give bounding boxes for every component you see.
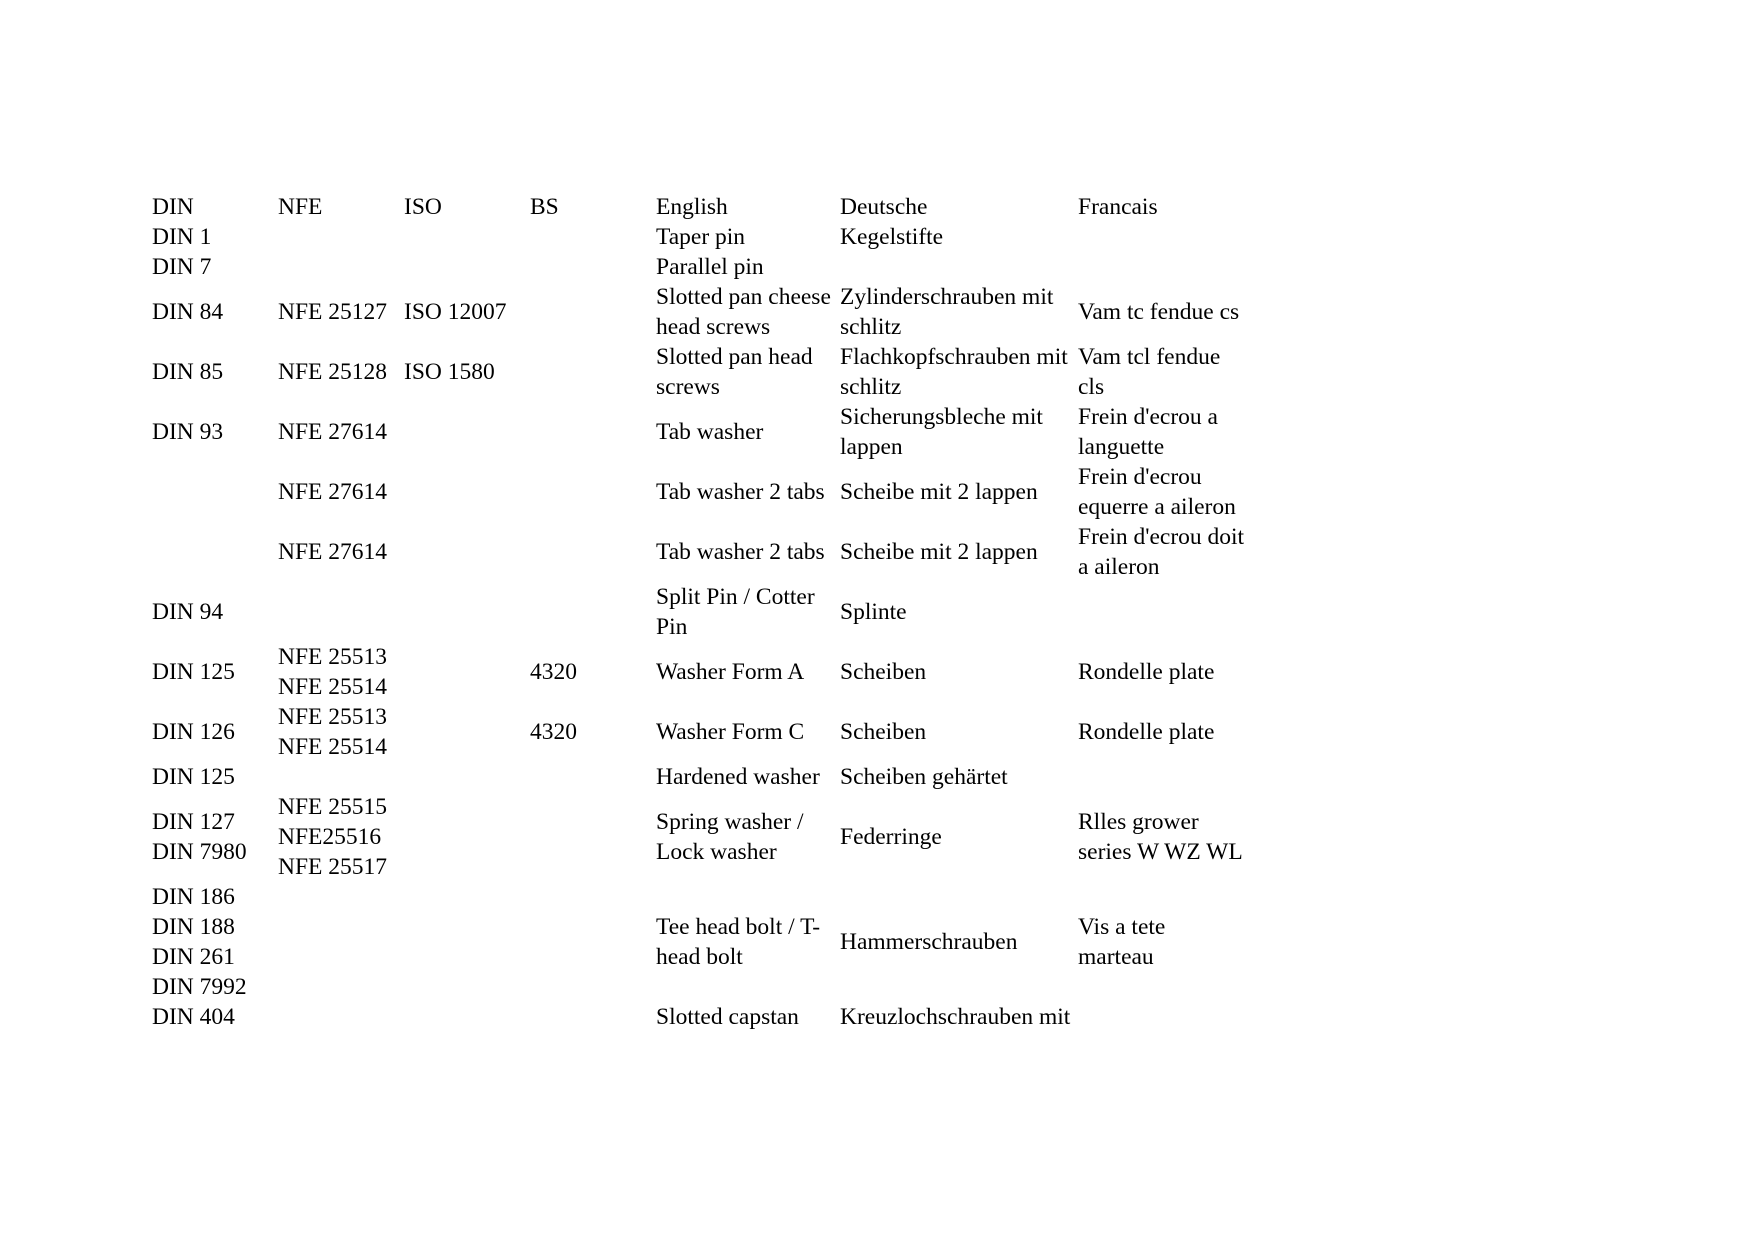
cell-text: Frein d'ecrou doit (1078, 524, 1245, 550)
cell-bs (530, 702, 656, 762)
cell-din (152, 792, 278, 882)
cell-text: Vam tcl fendue (1078, 344, 1221, 370)
table-row (152, 402, 1258, 462)
cell-text: Spring washer / (656, 809, 804, 835)
cell-iso (404, 1002, 530, 1032)
cell-english (656, 792, 840, 882)
cell-text: NFE 25127 (278, 299, 388, 325)
cell-text: ISO 1580 (404, 359, 495, 385)
cell-text: Hammerschrauben (840, 929, 1018, 955)
table-row (152, 222, 1258, 252)
cell-nfe (278, 1002, 404, 1032)
table-row (152, 522, 1258, 582)
cell-text: Scheibe mit 2 lappen (840, 479, 1038, 505)
cell-text: Sicherungsbleche mit (840, 404, 1043, 430)
cell-text: DIN 7980 (152, 839, 247, 865)
cell-english (656, 762, 840, 792)
cell-deutsche (840, 282, 1078, 342)
cell-nfe (278, 582, 404, 642)
cell-text: NFE 25128 (278, 359, 388, 385)
cell-text: DIN 125 (152, 659, 235, 685)
cell-english (656, 342, 840, 402)
cell-text: Splinte (840, 599, 907, 625)
cell-text: NFE 25514 (278, 734, 388, 760)
cell-bs (530, 762, 656, 792)
cell-english (656, 462, 840, 522)
table-row (152, 792, 1258, 882)
cell-francais (1078, 762, 1258, 792)
cell-text: equerre a aileron (1078, 494, 1236, 520)
cell-text: Zylinderschrauben mit (840, 284, 1054, 310)
table-row (152, 642, 1258, 702)
cell-francais (1078, 402, 1258, 462)
cell-text: ISO 12007 (404, 299, 507, 325)
cell-text: Tab washer (656, 419, 764, 445)
cell-text: Split Pin / Cotter (656, 584, 815, 610)
cell-din (152, 462, 278, 522)
cell-nfe (278, 282, 404, 342)
cell-english (656, 222, 840, 252)
cell-din (152, 882, 278, 1002)
header-row (152, 192, 1258, 222)
cell-text: DIN 93 (152, 419, 224, 445)
cell-text: DIN 127 (152, 809, 235, 835)
header-din: DIN (152, 194, 194, 220)
cell-text: schlitz (840, 314, 902, 340)
cell-francais (1078, 882, 1258, 1002)
cell-text: DIN 7 (152, 254, 212, 280)
table-row (152, 252, 1258, 282)
cell-iso (404, 702, 530, 762)
cell-text: Frein d'ecrou (1078, 464, 1202, 490)
cell-text: NFE 27614 (278, 419, 388, 445)
cell-bs (530, 522, 656, 582)
cell-text: Washer Form C (656, 719, 805, 745)
cell-english (656, 582, 840, 642)
cell-text: DIN 94 (152, 599, 224, 625)
cell-deutsche (840, 882, 1078, 1002)
header-deutsche: Deutsche (840, 194, 928, 220)
cell-bs (530, 1002, 656, 1032)
cell-text: Flachkopfschrauben mit (840, 344, 1068, 370)
cell-text: Scheiben gehärtet (840, 764, 1008, 790)
cell-text: Kreuzlochschrauben mit (840, 1004, 1071, 1030)
header-english: English (656, 194, 728, 220)
cell-francais (1078, 702, 1258, 762)
cell-bs (530, 882, 656, 1002)
cell-text: Scheiben (840, 719, 927, 745)
cell-text: NFE 27614 (278, 539, 388, 565)
cell-text: NFE 25513 (278, 704, 388, 730)
cell-text: Hardened washer (656, 764, 820, 790)
cell-text: Kegelstifte (840, 224, 944, 250)
table-row (152, 882, 1258, 1002)
cell-bs (530, 222, 656, 252)
cell-din (152, 702, 278, 762)
cell-nfe (278, 402, 404, 462)
cell-bs (530, 582, 656, 642)
cell-francais (1078, 582, 1258, 642)
cell-bs (530, 252, 656, 282)
cell-deutsche (840, 702, 1078, 762)
cell-iso (404, 462, 530, 522)
cell-text: Frein d'ecrou a (1078, 404, 1218, 430)
cell-text: head bolt (656, 944, 743, 970)
cell-text: cls (1078, 374, 1105, 400)
cell-text: DIN 7992 (152, 974, 247, 1000)
cell-iso (404, 522, 530, 582)
cell-francais (1078, 252, 1258, 282)
table-body (152, 222, 1258, 1032)
cell-english (656, 1002, 840, 1032)
table-row (152, 1002, 1258, 1032)
cell-francais (1078, 1002, 1258, 1032)
cell-din (152, 222, 278, 252)
cell-english (656, 402, 840, 462)
cell-din (152, 252, 278, 282)
header-francais: Francais (1078, 194, 1158, 220)
cell-deutsche (840, 402, 1078, 462)
cell-bs (530, 282, 656, 342)
cell-text: Slotted pan cheese (656, 284, 831, 310)
cell-deutsche (840, 792, 1078, 882)
table-row (152, 462, 1258, 522)
cell-deutsche (840, 1002, 1078, 1032)
cell-francais (1078, 462, 1258, 522)
cell-text: 4320 (530, 659, 577, 685)
cell-text: NFE 27614 (278, 479, 388, 505)
cell-text: Slotted capstan (656, 1004, 799, 1030)
cell-francais (1078, 282, 1258, 342)
cell-francais (1078, 792, 1258, 882)
cell-din (152, 282, 278, 342)
cell-iso (404, 762, 530, 792)
cell-text: Rondelle plate (1078, 719, 1215, 745)
cell-deutsche (840, 762, 1078, 792)
cell-deutsche (840, 462, 1078, 522)
cell-text: NFE 25514 (278, 674, 388, 700)
cell-text: Scheibe mit 2 lappen (840, 539, 1038, 565)
cell-text: NFE25516 (278, 824, 382, 850)
cell-nfe (278, 462, 404, 522)
cell-deutsche (840, 522, 1078, 582)
table-row (152, 282, 1258, 342)
cell-text: DIN 1 (152, 224, 212, 250)
cell-francais (1078, 222, 1258, 252)
cell-text: DIN 126 (152, 719, 235, 745)
cell-din (152, 522, 278, 582)
cell-iso (404, 792, 530, 882)
cell-text: Vis a tete (1078, 914, 1166, 940)
cell-text: Federringe (840, 824, 942, 850)
cell-text: Tab washer 2 tabs (656, 479, 825, 505)
header-bs: BS (530, 194, 559, 220)
cell-text: Tee head bolt / T- (656, 914, 821, 940)
cell-english (656, 642, 840, 702)
cell-text: Rlles grower (1078, 809, 1199, 835)
cell-bs (530, 462, 656, 522)
cell-deutsche (840, 342, 1078, 402)
cell-text: Vam tc fendue cs (1078, 299, 1240, 325)
cell-iso (404, 222, 530, 252)
header-iso: ISO (404, 194, 442, 220)
cell-din (152, 642, 278, 702)
cell-deutsche (840, 252, 1078, 282)
cell-din (152, 582, 278, 642)
cell-din (152, 342, 278, 402)
cell-nfe (278, 522, 404, 582)
cell-text: Taper pin (656, 224, 746, 250)
header-nfe: NFE (278, 194, 323, 220)
cell-nfe (278, 342, 404, 402)
cell-text: schlitz (840, 374, 902, 400)
cell-text: Lock washer (656, 839, 777, 865)
cell-text: DIN 85 (152, 359, 224, 385)
cell-din (152, 762, 278, 792)
cell-francais (1078, 642, 1258, 702)
table-row (152, 342, 1258, 402)
cell-nfe (278, 762, 404, 792)
cell-english (656, 882, 840, 1002)
cell-text: Scheiben (840, 659, 927, 685)
cell-text: Rondelle plate (1078, 659, 1215, 685)
cell-nfe (278, 882, 404, 1002)
cell-nfe (278, 792, 404, 882)
cell-francais (1078, 342, 1258, 402)
cell-english (656, 522, 840, 582)
cell-text: Slotted pan head (656, 344, 813, 370)
cell-text: NFE 25513 (278, 644, 388, 670)
cell-iso (404, 252, 530, 282)
cell-nfe (278, 222, 404, 252)
table-row (152, 702, 1258, 762)
cell-text: screws (656, 374, 720, 400)
cell-text: Tab washer 2 tabs (656, 539, 825, 565)
cell-din (152, 402, 278, 462)
cell-iso (404, 882, 530, 1002)
cell-text: DIN 186 (152, 884, 235, 910)
cell-bs (530, 792, 656, 882)
cell-text: Pin (656, 614, 688, 640)
cell-francais (1078, 522, 1258, 582)
table-row (152, 582, 1258, 642)
cell-english (656, 702, 840, 762)
cell-text: series W WZ WL (1078, 839, 1243, 865)
cell-iso (404, 402, 530, 462)
cell-text: DIN 125 (152, 764, 235, 790)
cell-text: languette (1078, 434, 1165, 460)
cell-text: marteau (1078, 944, 1154, 970)
cell-text: Washer Form A (656, 659, 805, 685)
cell-text: DIN 404 (152, 1004, 235, 1030)
cell-text: DIN 84 (152, 299, 224, 325)
cell-iso (404, 342, 530, 402)
cell-text: DIN 261 (152, 944, 235, 970)
cell-iso (404, 642, 530, 702)
cell-text: lappen (840, 434, 903, 460)
cell-deutsche (840, 642, 1078, 702)
cell-deutsche (840, 222, 1078, 252)
cell-text: DIN 188 (152, 914, 235, 940)
cell-bs (530, 402, 656, 462)
cell-nfe (278, 702, 404, 762)
cell-iso (404, 582, 530, 642)
cell-bs (530, 642, 656, 702)
cell-text: a aileron (1078, 554, 1160, 580)
cell-text: NFE 25517 (278, 854, 388, 880)
table-row (152, 762, 1258, 792)
cell-english (656, 282, 840, 342)
cell-text: NFE 25515 (278, 794, 388, 820)
cell-nfe (278, 642, 404, 702)
cell-bs (530, 342, 656, 402)
cell-english (656, 252, 840, 282)
cell-text: head screws (656, 314, 771, 340)
cell-deutsche (840, 582, 1078, 642)
cell-text: Parallel pin (656, 254, 764, 280)
cell-nfe (278, 252, 404, 282)
cell-din (152, 1002, 278, 1032)
fastener-standards-table (152, 192, 1258, 1032)
cell-iso (404, 282, 530, 342)
cell-text: 4320 (530, 719, 577, 745)
